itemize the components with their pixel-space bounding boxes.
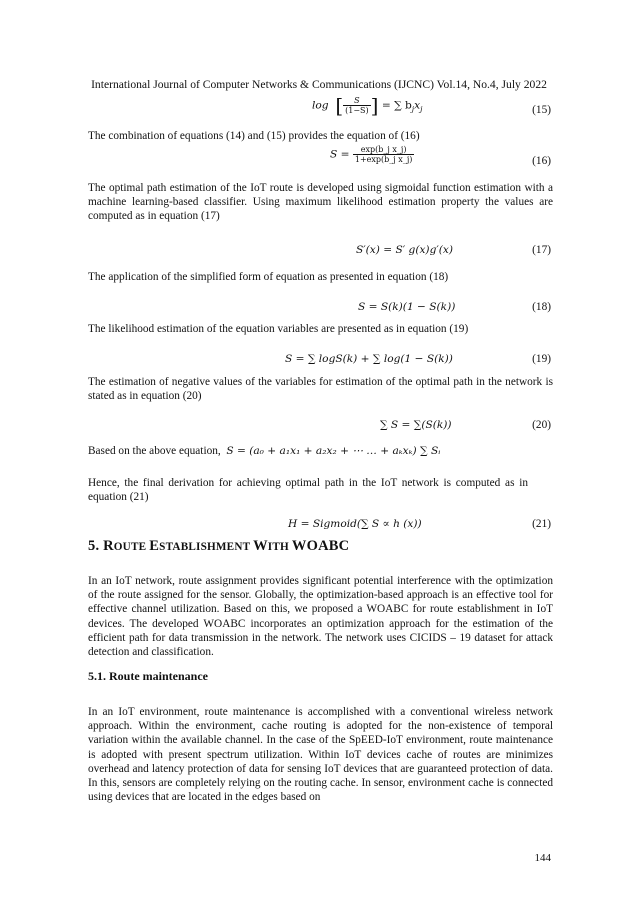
paragraph-negative-values: The estimation of negative values of the variables for estimation of the optimal path in the network is stated as in equation (20) <box>88 376 553 403</box>
equation-19: S = ∑ logS(k) + ∑ log(1 − S(k)) <box>285 353 453 365</box>
equation-16: S = $\frac{\text{exp(b\_j x\_j)}}{\text{1+exp(b\_j x\_j)}}$ <box>330 145 413 164</box>
equation-number-21: (21) <box>532 518 551 530</box>
page-number: 144 <box>534 852 551 864</box>
paragraph-simplified-form: The application of the simplified form of equation as presented in equation (18) <box>88 271 449 283</box>
equation-18: S = S(k)(1 − S(k)) <box>358 301 456 313</box>
equation-17: S′(x) = S′ g(x)g′(x) <box>356 244 453 256</box>
paragraph-combination: The combination of equations (14) and (15) provides the equation of (16) <box>88 130 420 142</box>
paragraph-based-on-equation: Based on the above equation, S = (a₀ + a₁x₁ + a₂x₂ + ⋯ … + aₖxₖ) ∑ Sᵢ <box>88 445 441 457</box>
paragraph-route-establishment: In an IoT network, route assignment provides significant potential interference with the optimization of the route assigned for the sensor. Globally, the optimization-based approach is an effective tool for effective channel utilization. Based on this, we proposed a WOABC for route establishment in IoT devices. The developed WOABC incorporates an optimization approach for the estimation of the efficient path for data transmission in the network. The network uses CICIDS – 19 dataset for attack detection and classification. <box>88 575 553 659</box>
running-header: International Journal of Computer Networks & Communications (IJCNC) Vol.14, No.4, July 2022 <box>91 78 547 91</box>
section-heading: 5. ROUTE ESTABLISHMENT WITH WOABC <box>88 538 350 554</box>
paragraph-optimal-path: The optimal path estimation of the IoT route is developed using sigmoidal function estimation with a machine learning-based classifier. Using maximum likelihood estimation property the values are computed as in equation (17) <box>88 182 553 223</box>
equation-number-18: (18) <box>532 301 551 313</box>
equation-21: H = Sigmoid(∑ S ∝ h (x)) <box>288 518 422 530</box>
equation-15: log [ $\frac{S}{(1-S)}$ ] = ∑ $b_jx_j$ <box>312 93 423 118</box>
equation-20: ∑ S = ∑(S(k)) <box>380 419 452 431</box>
equation-number-20: (20) <box>532 419 551 431</box>
paragraph-route-maintenance: In an IoT environment, route maintenance is accomplished with a conventional wireless network approach. Within the environment, cache routing is adopted for the non-existence of temporal variation within the available channel. In the case of the SpEED-IoT environment, route maintenance is adopted with present spectrum utilization. Within IoT devices cache of routes are minimizes overhead and latency protection of data for sensing IoT devices that are guaranteed protection of data. In this, sensors are completely relying on the routing cache. In sensor, environment cache is connected using devices that are located in the edges based on <box>88 706 553 804</box>
inline-equation: S = (a₀ + a₁x₁ + a₂x₂ + ⋯ … + aₖxₖ) ∑ Sᵢ <box>226 445 441 457</box>
equation-number-17: (17) <box>532 244 551 256</box>
equation-number-19: (19) <box>532 353 551 365</box>
paragraph-final-derivation: Hence, the final derivation for achieving optimal path in the IoT network is computed as in equation (21) <box>88 477 528 504</box>
paragraph-likelihood: The likelihood estimation of the equation variables are presented as in equation (19) <box>88 323 469 335</box>
equation-number-15: (15) <box>532 104 551 116</box>
equation-number-16: (16) <box>532 155 551 167</box>
subsection-heading: 5.1. Route maintenance <box>88 669 208 683</box>
